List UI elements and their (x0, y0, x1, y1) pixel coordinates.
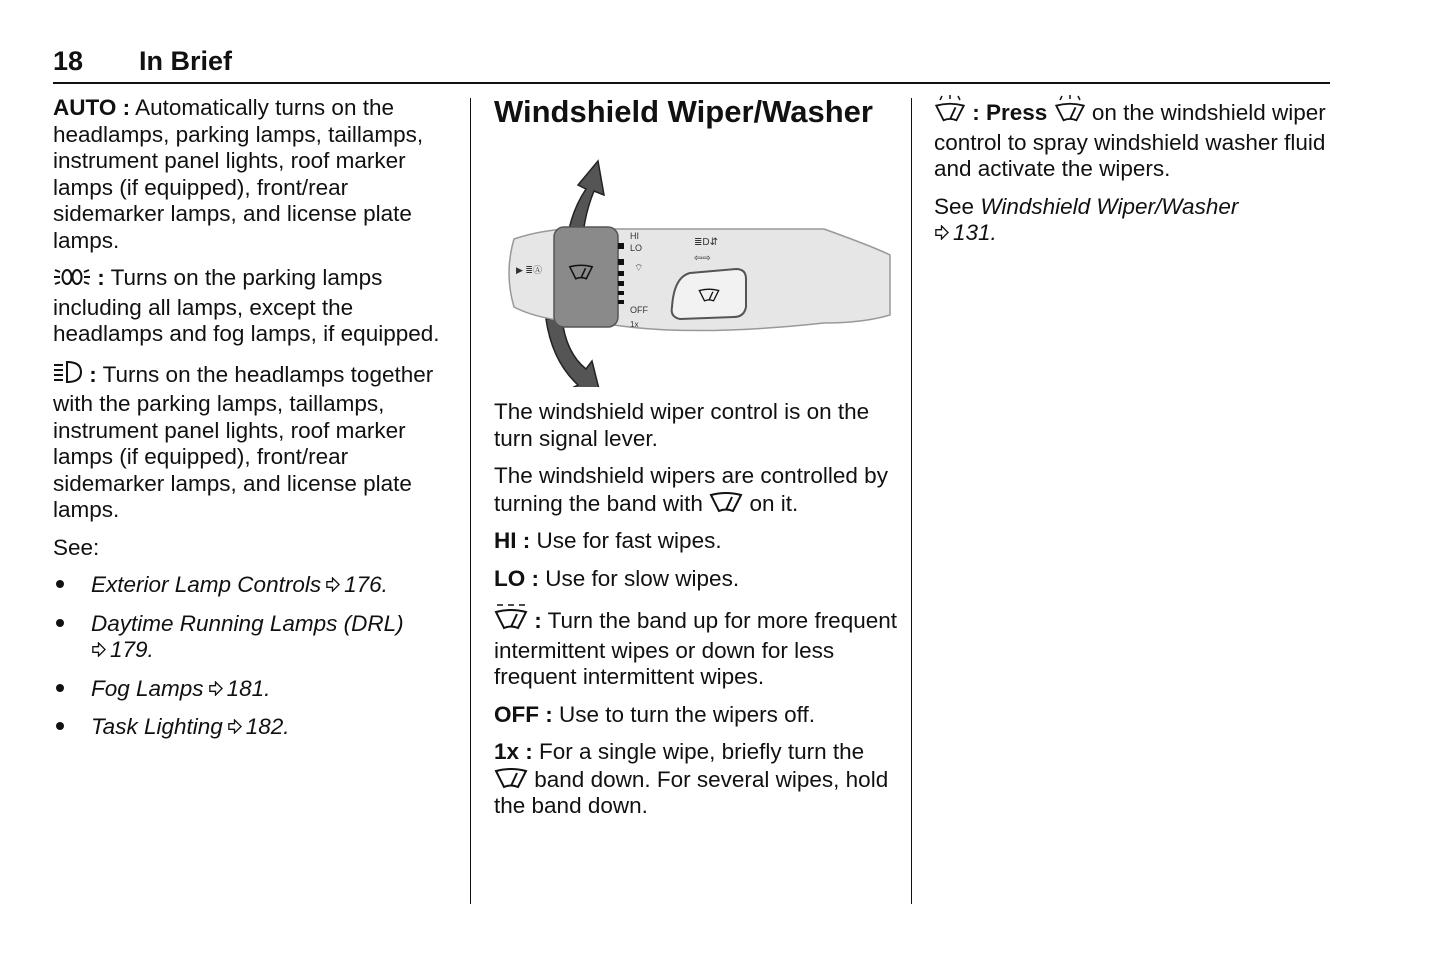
controlled-text-end: on it. (749, 490, 799, 516)
svg-text:⌔: ⌔ (634, 263, 644, 274)
bullet-icon (56, 619, 64, 627)
lever-label-off: OFF (630, 305, 648, 315)
page-header (53, 46, 1330, 84)
washer-ref-page: 131. (953, 220, 997, 245)
auto-paragraph (53, 95, 453, 254)
intermittent-wiper-icon (494, 603, 528, 638)
single-wipe-label: 1x : (494, 739, 533, 764)
headlamps-paragraph (53, 359, 453, 524)
column-wiper (494, 95, 899, 831)
parking-lamps-icon (53, 266, 91, 295)
hi-label: HI : (494, 528, 531, 553)
wiper-icon (709, 490, 743, 514)
see-label: See: (53, 534, 100, 560)
parking-lamps-paragraph (53, 265, 453, 348)
link-page: 179. (110, 637, 154, 662)
washer-paragraph (934, 95, 1334, 183)
page-ref-arrow-icon (325, 577, 340, 592)
see-also-list (53, 572, 453, 741)
list-item[interactable] (53, 714, 453, 741)
list-item[interactable] (53, 572, 453, 599)
single-wipe-paragraph (494, 739, 899, 820)
page-number: 18 (53, 46, 84, 76)
washer-icon (1054, 95, 1086, 130)
intermittent-text: Turn the band up for more frequent intermittent wipes or down for less frequent intermittent wipes. (494, 608, 898, 689)
lever-label-1x: 1x (630, 320, 639, 329)
svg-text:▶ ≣Ⓐ: ▶ ≣Ⓐ (516, 265, 542, 275)
off-text: Use to turn the wipers off. (559, 701, 815, 727)
intro-paragraph: The windshield wiper control is on the turn signal lever. (494, 399, 870, 451)
lo-paragraph (494, 566, 899, 593)
link-title[interactable]: Fog Lamps (91, 675, 204, 701)
parking-lamps-label: : (97, 265, 105, 290)
controlled-text: The windshield wipers are controlled by turning the band with (494, 463, 888, 516)
page-ref-arrow-icon (208, 681, 223, 696)
link-page: 176. (344, 572, 388, 597)
bullet-icon (56, 580, 64, 588)
page-ref-arrow-icon (934, 225, 949, 240)
lo-label: LO : (494, 565, 539, 591)
column-divider (911, 98, 912, 904)
list-item[interactable] (53, 611, 453, 664)
washer-icon (934, 95, 966, 130)
column-divider (470, 98, 471, 904)
wiper-icon (494, 766, 528, 790)
headlamps-label: : (89, 361, 97, 387)
auto-text: Automatically turns on the headlamps, parking lamps, taillamps, instrument panel lights, roof marker lamps (if equipped), front/rear sidemarker lamps, and license plate lamps. (53, 95, 424, 253)
single-wipe-text: For a single wipe, briefly turn the (539, 739, 865, 764)
page-ref-arrow-icon (227, 719, 242, 734)
lever-label-lo: LO (630, 243, 643, 253)
page-ref-arrow-icon (91, 642, 106, 657)
lever-label-hi: HI (630, 231, 639, 241)
svg-text:⇦⇨: ⇦⇨ (694, 253, 711, 264)
bullet-icon (56, 684, 64, 692)
link-page: 182. (245, 714, 290, 739)
headlamps-icon (53, 359, 83, 392)
wiper-heading: Windshield Wiper/Washer (494, 94, 873, 129)
hi-text: Use for fast wipes. (536, 528, 722, 553)
see-label: See (934, 193, 975, 219)
link-title[interactable]: Task Lighting (91, 714, 223, 739)
parking-lamps-text: Turns on the parking lamps including all lamps, except the headlamps and fog lamps, if equipped. (53, 265, 440, 346)
intermittent-paragraph (494, 603, 899, 691)
washer-text: on the windshield wiper control to spray windshield washer fluid and activate the wipers. (934, 100, 1326, 181)
lo-text: Use for slow wipes. (545, 565, 740, 591)
auto-label: AUTO : (53, 95, 131, 120)
column-washer (934, 95, 1334, 258)
section-title: In Brief (139, 46, 233, 76)
link-page: 181. (226, 675, 271, 701)
controlled-paragraph (494, 463, 899, 517)
off-label: OFF : (494, 701, 553, 727)
list-item[interactable] (53, 676, 453, 703)
bullet-icon (56, 722, 64, 730)
off-paragraph (494, 702, 899, 729)
svg-text:≣D⇵: ≣D⇵ (694, 237, 718, 248)
column-lighting (53, 95, 453, 753)
hi-paragraph (494, 528, 899, 555)
link-title[interactable]: Exterior Lamp Controls (91, 572, 322, 597)
washer-ref-link[interactable]: Windshield Wiper/Washer (980, 193, 1239, 219)
intermittent-label: : (534, 608, 542, 633)
washer-label: : Press (972, 100, 1048, 125)
link-title[interactable]: Daytime Running Lamps (DRL) (91, 610, 404, 636)
headlamps-text: Turns on the headlamps together with the parking lamps, taillamps, instrument panel lights, roof marker lamps (if equipped), front/rear sidemarker lamps, and license plate lamps. (53, 361, 434, 522)
washer-see-paragraph (934, 194, 1334, 247)
wiper-lever-illustration (494, 147, 894, 387)
single-wipe-text-end: band down. For several wipes, hold the band down. (494, 766, 889, 818)
